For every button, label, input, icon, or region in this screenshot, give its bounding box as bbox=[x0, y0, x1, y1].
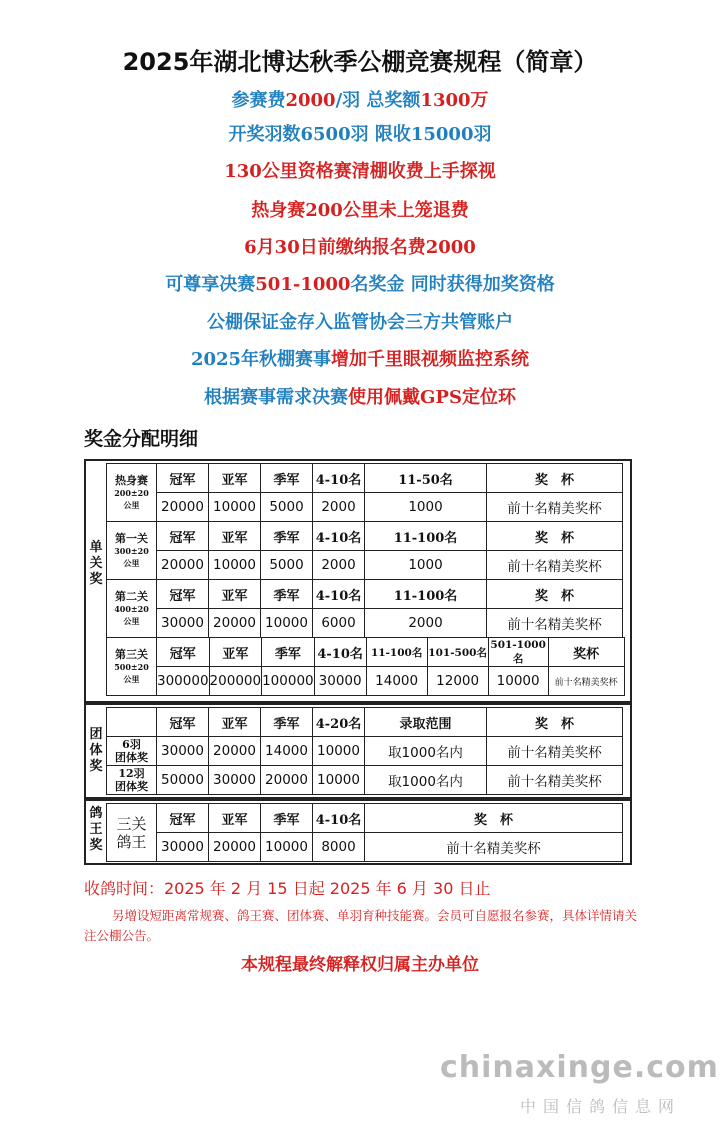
announcement-text: 热身赛200公里未上笼退费 bbox=[251, 200, 469, 221]
header-cell: 亚军 bbox=[209, 464, 261, 493]
header-cell: 奖 杯 bbox=[365, 804, 623, 833]
final-interpretation: 本规程最终解释权归属主办单位 bbox=[241, 955, 479, 975]
stage-name: 第一关 bbox=[115, 531, 148, 545]
stage-distance: 500±20 bbox=[114, 661, 149, 672]
value-cell: 10000 bbox=[209, 493, 261, 522]
header-cell: 冠军 bbox=[157, 638, 210, 667]
final-stage-table bbox=[106, 637, 625, 696]
value-cell: 20000 bbox=[261, 766, 313, 795]
table-row bbox=[107, 580, 623, 609]
announcement-text: 增加千里眼视频监控系统 bbox=[331, 349, 530, 370]
stage-name: 热身赛 bbox=[115, 473, 148, 487]
king-table bbox=[106, 803, 623, 862]
team-name: 6羽 团体奖 bbox=[107, 737, 157, 766]
header-cell: 季军 bbox=[261, 580, 313, 609]
value-cell: 前十名精美奖杯 bbox=[487, 551, 623, 580]
header-cell: 冠军 bbox=[157, 464, 209, 493]
table-row bbox=[107, 833, 623, 862]
table-row bbox=[107, 737, 623, 766]
header-cell: 4-10名 bbox=[313, 522, 365, 551]
value-cell: 8000 bbox=[313, 833, 365, 862]
value-cell: 12000 bbox=[427, 667, 488, 696]
value-cell: 1000 bbox=[365, 493, 487, 522]
announcement-line bbox=[0, 233, 720, 259]
value-cell: 14000 bbox=[366, 667, 427, 696]
announcement-text: 2025年秋棚赛事 bbox=[190, 349, 332, 370]
header-cell: 亚军 bbox=[209, 580, 261, 609]
value-cell: 200000 bbox=[209, 667, 262, 696]
value-cell: 2000 bbox=[313, 551, 365, 580]
header-cell: 奖 杯 bbox=[487, 522, 623, 551]
stage-unit: 公里 bbox=[123, 673, 140, 684]
value-cell: 10000 bbox=[313, 737, 365, 766]
table-row bbox=[107, 766, 623, 795]
announcement-text: 501-1000 bbox=[255, 274, 351, 295]
value-cell: 5000 bbox=[261, 493, 313, 522]
table-row bbox=[107, 551, 623, 580]
value-cell: 取1000名内 bbox=[365, 766, 487, 795]
announcement-text: 开奖羽数6500羽 限收15000羽 bbox=[228, 124, 492, 145]
header-cell: 亚军 bbox=[209, 708, 261, 737]
value-cell: 50000 bbox=[157, 766, 209, 795]
header-cell: 冠军 bbox=[157, 804, 209, 833]
group-king: 鸽 王 奖 bbox=[89, 806, 103, 853]
header-cell: 冠军 bbox=[157, 708, 209, 737]
stage-distance: 200±20 bbox=[114, 487, 149, 498]
table-row bbox=[107, 804, 623, 833]
announcement-line bbox=[0, 345, 720, 371]
value-cell: 20000 bbox=[157, 551, 209, 580]
value-cell: 1000 bbox=[365, 551, 487, 580]
value-cell: 10000 bbox=[313, 766, 365, 795]
announcement-text: 130公里资格赛清棚收费上手探视 bbox=[224, 161, 496, 182]
table-row bbox=[107, 493, 623, 522]
announcement-text: 2000 bbox=[285, 90, 336, 111]
stage-label bbox=[107, 475, 156, 511]
group-single: 单 关 奖 bbox=[89, 540, 103, 587]
value-cell: 20000 bbox=[209, 609, 261, 638]
value-cell: 前十名精美奖杯 bbox=[487, 737, 623, 766]
header-cell: 奖 杯 bbox=[487, 464, 623, 493]
value-cell: 30000 bbox=[209, 766, 261, 795]
table-row bbox=[107, 667, 625, 696]
value-cell: 10000 bbox=[261, 609, 313, 638]
announcement-text: 使用佩戴GPS定位环 bbox=[348, 387, 516, 408]
value-cell: 取1000名内 bbox=[365, 737, 487, 766]
header-cell: 冠军 bbox=[157, 522, 209, 551]
stage-label bbox=[107, 591, 156, 627]
announcement-line bbox=[0, 157, 720, 183]
header-cell: 季军 bbox=[261, 708, 313, 737]
header-cell: 亚军 bbox=[209, 804, 261, 833]
page-title: 2025年湖北博达秋季公棚竞赛规程（简章） bbox=[122, 48, 598, 76]
stage-unit: 公里 bbox=[123, 557, 140, 568]
stage-cell bbox=[107, 580, 157, 638]
watermark: chinaxinge.com bbox=[440, 1050, 719, 1085]
stage-cell bbox=[107, 522, 157, 580]
team-name: 12羽 团体奖 bbox=[107, 766, 157, 795]
collection-time: 收鸽时间：2025 年 2 月 15 日起 2025 年 6 月 30 日止 bbox=[84, 879, 491, 898]
header-cell: 4-10名 bbox=[313, 464, 365, 493]
header-cell: 季军 bbox=[261, 464, 313, 493]
single-stage-table bbox=[106, 463, 623, 638]
announcement-text: 名奖金 同时获得加奖资格 bbox=[350, 274, 555, 295]
header-cell: 季军 bbox=[262, 638, 315, 667]
header-cell: 冠军 bbox=[157, 580, 209, 609]
announcement-text: 公棚保证金存入监管协会三方共管账户 bbox=[207, 312, 513, 333]
stage-name: 第三关 bbox=[115, 647, 148, 661]
value-cell: 前十名精美奖杯 bbox=[487, 493, 623, 522]
stage-unit: 公里 bbox=[123, 615, 140, 626]
announcement-text: 参赛费 bbox=[231, 90, 286, 111]
section-title: 奖金分配明细 bbox=[84, 428, 199, 450]
header-cell: 亚军 bbox=[209, 522, 261, 551]
header-cell: 季军 bbox=[261, 522, 313, 551]
value-cell: 30000 bbox=[157, 609, 209, 638]
stage-label bbox=[107, 649, 156, 685]
value-cell: 20000 bbox=[209, 737, 261, 766]
stage-unit: 公里 bbox=[123, 499, 140, 510]
value-cell: 10000 bbox=[209, 551, 261, 580]
value-cell: 100000 bbox=[262, 667, 315, 696]
header-cell: 奖 杯 bbox=[487, 708, 623, 737]
value-cell: 30000 bbox=[157, 737, 209, 766]
header-cell: 11-50名 bbox=[365, 464, 487, 493]
announcement-line bbox=[0, 196, 720, 222]
announcement-text: /羽 总奖额 bbox=[335, 90, 421, 111]
header-cell: 4-10名 bbox=[313, 580, 365, 609]
additional-note: 另增设短距离常规赛、鸽王赛、团体赛、单羽育种技能赛。会员可自愿报名参赛，具体详情请关注公棚公告。 bbox=[84, 908, 638, 943]
stage-cell bbox=[107, 638, 157, 696]
announcement-text: 1300万 bbox=[420, 90, 489, 111]
header-cell: 4-20名 bbox=[313, 708, 365, 737]
king-name: 三关 鸽王 bbox=[107, 804, 157, 862]
header-cell: 101-500名 bbox=[427, 638, 488, 667]
announcement-line bbox=[0, 86, 720, 112]
table-row bbox=[107, 522, 623, 551]
header-cell: 录取范围 bbox=[365, 708, 487, 737]
announcement-line bbox=[0, 270, 720, 296]
team-table bbox=[106, 707, 623, 795]
header-cell: 501-1000名 bbox=[488, 638, 548, 667]
announcement-text: 可尊享决赛 bbox=[165, 274, 256, 295]
value-cell: 前十名精美奖杯 bbox=[365, 833, 623, 862]
announcement-line bbox=[0, 120, 720, 146]
group-team: 团 体 奖 bbox=[89, 727, 103, 774]
value-cell: 前十名精美奖杯 bbox=[487, 766, 623, 795]
stage-label bbox=[107, 533, 156, 569]
header-cell: 4-10名 bbox=[313, 804, 365, 833]
stage-distance: 300±20 bbox=[114, 545, 149, 556]
value-cell: 10000 bbox=[261, 833, 313, 862]
table-row bbox=[107, 638, 625, 667]
header-cell: 亚军 bbox=[209, 638, 262, 667]
value-cell: 2000 bbox=[365, 609, 487, 638]
stage-distance: 400±20 bbox=[114, 603, 149, 614]
watermark-cn: 中国信鸽信息网 bbox=[520, 1097, 682, 1116]
value-cell: 20000 bbox=[209, 833, 261, 862]
header-cell: 11-100名 bbox=[366, 638, 427, 667]
table-row bbox=[107, 464, 623, 493]
value-cell: 2000 bbox=[313, 493, 365, 522]
value-cell: 20000 bbox=[157, 493, 209, 522]
announcement-line bbox=[0, 308, 720, 334]
blank-cell bbox=[107, 708, 157, 737]
announcement-text: 6月30日前缴纳报名费2000 bbox=[244, 237, 476, 258]
table-row bbox=[107, 609, 623, 638]
value-cell: 14000 bbox=[261, 737, 313, 766]
stage-cell bbox=[107, 464, 157, 522]
stage-name: 第二关 bbox=[115, 589, 148, 603]
value-cell: 300000 bbox=[157, 667, 210, 696]
value-cell: 10000 bbox=[488, 667, 548, 696]
header-cell: 11-100名 bbox=[365, 580, 487, 609]
header-cell: 11-100名 bbox=[365, 522, 487, 551]
table-row bbox=[107, 708, 623, 737]
announcement-line bbox=[0, 383, 720, 409]
announcement-text: 根据赛事需求决赛 bbox=[204, 387, 349, 408]
header-cell: 4-10名 bbox=[314, 638, 366, 667]
value-cell: 前十名精美奖杯 bbox=[487, 609, 623, 638]
value-cell: 5000 bbox=[261, 551, 313, 580]
value-cell: 6000 bbox=[313, 609, 365, 638]
header-cell: 奖 杯 bbox=[487, 580, 623, 609]
value-cell: 30000 bbox=[314, 667, 366, 696]
header-cell: 季军 bbox=[261, 804, 313, 833]
value-cell: 前十名精美奖杯 bbox=[548, 667, 624, 696]
value-cell: 30000 bbox=[157, 833, 209, 862]
header-cell: 奖杯 bbox=[548, 638, 624, 667]
